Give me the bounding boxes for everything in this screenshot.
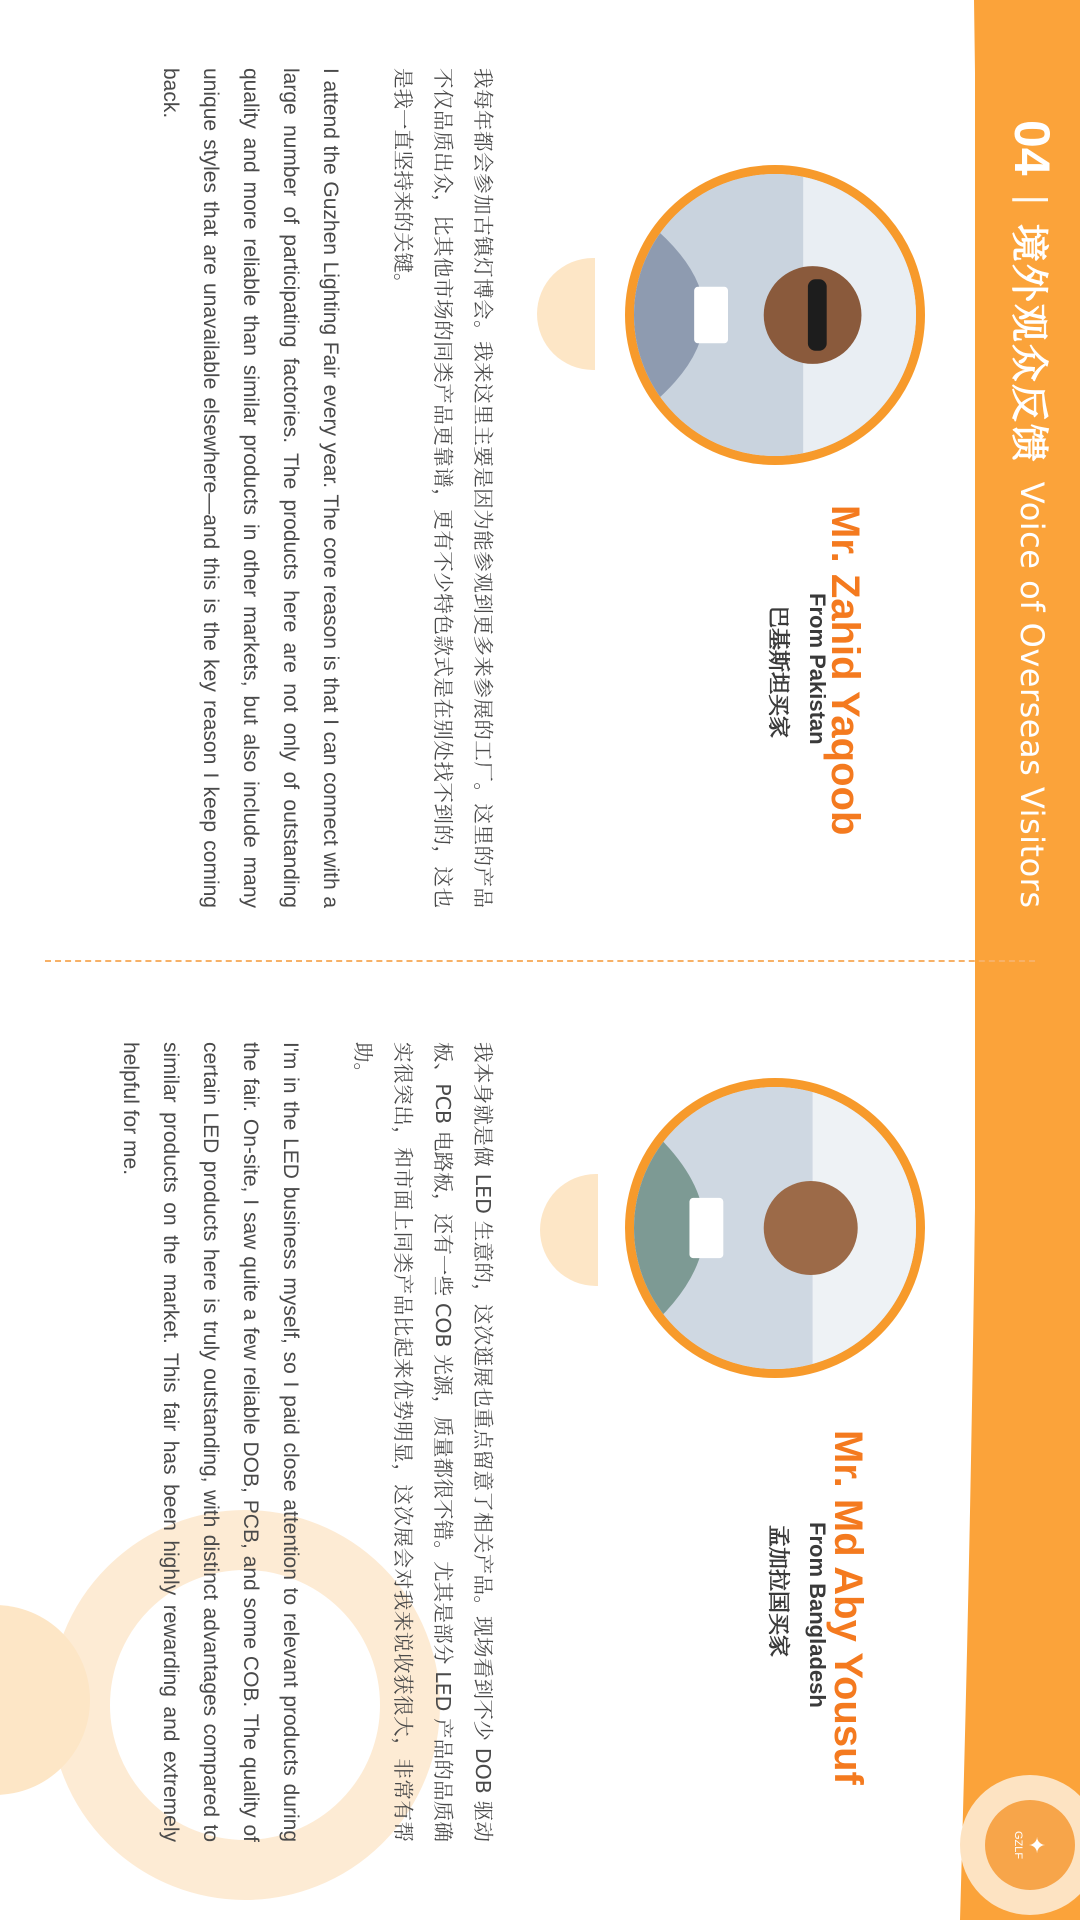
visitor-quote-cn: 我每年都会参加古镇灯博会。我来这里主要是因为能参观到更多来参展的工厂。这里的产品不仅品质出众，比其他市场的同类产品更靠谱，更有不少特色款式是在别处找不到的，这也是我一直坚持来的关键。 — [391, 68, 495, 908]
visitor-from-cn: 孟加拉国买家 — [765, 1525, 790, 1658]
visitor-from-cn: 巴基斯坦买家 — [765, 606, 790, 739]
logo-text: GZLF — [1011, 1830, 1024, 1860]
section-title — [985, 120, 1080, 909]
visitor-quote-en: I'm in the LED business myself, so I paid close attention to relevant products during the fair. On-site, I saw quite a few reliable DOB, PCB, and some COB. The quality of certain LED products here is truly outstanding, with distinct advantages compared to similar products on the market. This fair has been highly rewarding and extremely helpful for me. — [119, 1042, 302, 1842]
visitor-name: Mr. Md Aby Yousuf — [826, 1430, 870, 1785]
visitor-photo-icon — [634, 1087, 916, 1369]
visitor-photo-icon — [634, 174, 916, 456]
visitor-name: Mr. Zahid Yaqoob — [823, 505, 867, 836]
decorative-half-circle — [540, 1174, 598, 1286]
visitor-photo — [625, 1078, 925, 1378]
decorative-half-circle — [537, 258, 595, 370]
fair-logo — [985, 1800, 1075, 1890]
visitor-from-en: From Bangladesh — [805, 1522, 830, 1708]
title-cn: 境外观众反馈 — [1007, 223, 1051, 464]
title-en: Voice of Overseas Visitors — [1013, 481, 1052, 909]
section-number: 04 — [1004, 120, 1061, 176]
visitor-quote-en: I attend the Guzhen Lighting Fair every year. The core reason is that I can connect with a large number of participating factories. The products here are not only of outstanding quality and more reliable than similar products in other markets, but also include many unique styles that are unavailable elsewhere—and this is the key reason I keep coming back. — [159, 68, 342, 908]
visitor-photo — [625, 165, 925, 465]
logo-star-icon: ✦ — [1024, 1835, 1050, 1855]
title-separator: | — [1012, 193, 1053, 206]
visitor-from-en: From Pakistan — [805, 593, 830, 745]
section-divider — [45, 960, 1035, 962]
visitor-quote-cn: 我本身就是做 LED 生意的，这次逛展也重点留意了相关产品。现场看到不少 DOB 驱动板、PCB 电路板，还有一些 COB 光源，质量都很不错。尤其是部分 LED 产品的品质确实很突出，和市面上同类产品比起来优势明显，这次展会对我来说收获很大，非常有帮助。 — [351, 1042, 495, 1842]
